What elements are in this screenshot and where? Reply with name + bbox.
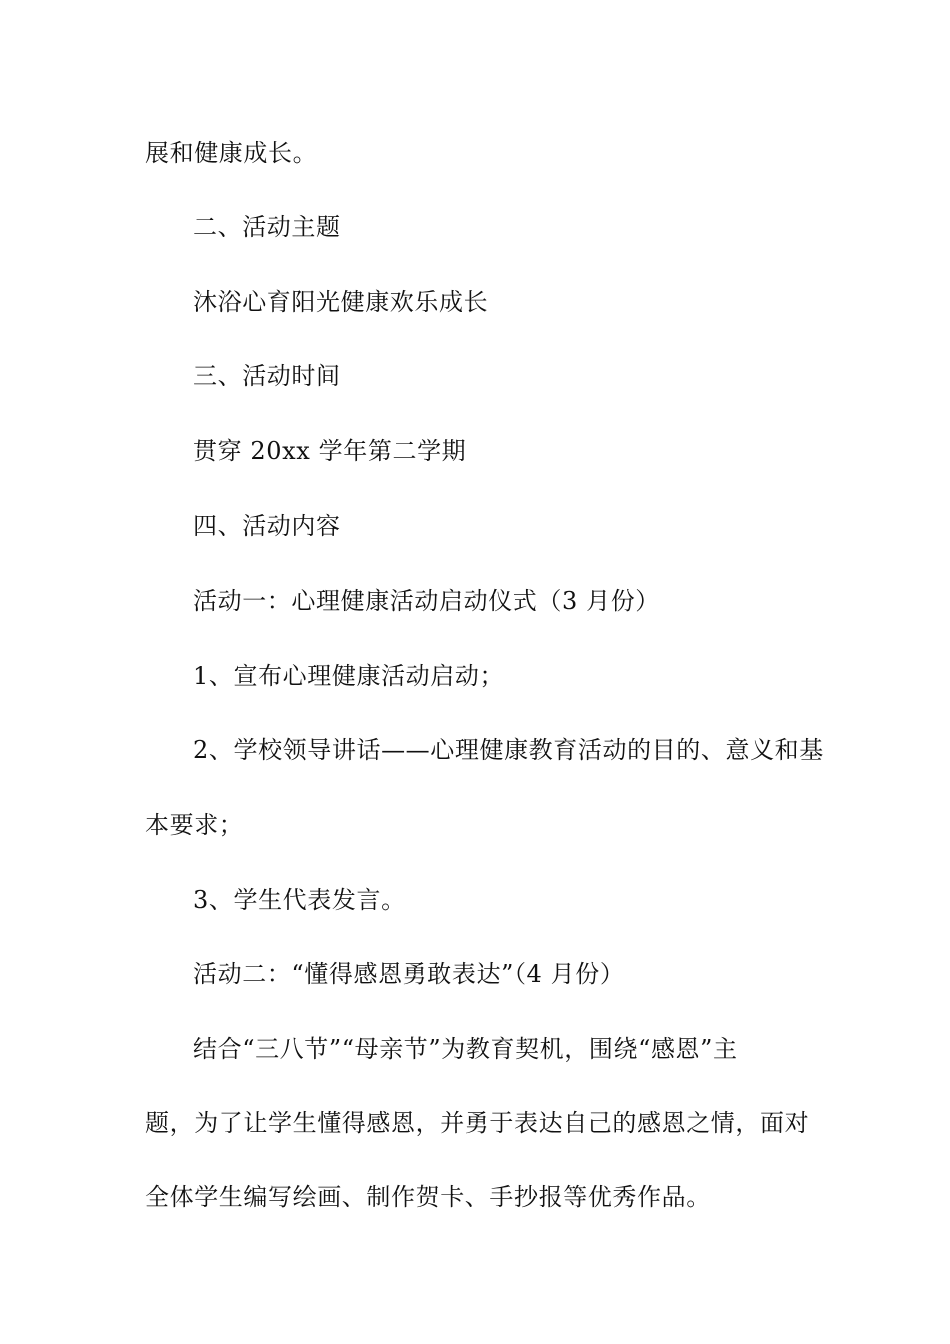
section-heading-theme: 二、活动主题: [193, 213, 341, 241]
activity-two-paragraph-line-2: 题，为了让学生懂得感恩，并勇于表达自己的感恩之情，面对: [145, 1109, 810, 1137]
activity-one-heading: 活动一：心理健康活动启动仪式（3 月份）: [193, 587, 660, 615]
time-text: 贯穿 20xx 学年第二学期: [193, 437, 467, 465]
activity-one-item-3: 3、学生代表发言。: [193, 886, 406, 914]
theme-text: 沐浴心育阳光健康欢乐成长: [193, 288, 489, 316]
activity-two-paragraph-line-1: 结合“三八节”“母亲节”为教育契机，围绕“感恩”主: [193, 1035, 738, 1063]
section-heading-content: 四、活动内容: [193, 512, 341, 540]
activity-one-item-1: 1、宣布心理健康活动启动；: [193, 662, 505, 690]
section-heading-time: 三、活动时间: [193, 362, 341, 390]
activity-two-paragraph-line-3: 全体学生编写绘画、制作贺卡、手抄报等优秀作品。: [145, 1183, 711, 1211]
paragraph-continuation: 展和健康成长。: [145, 139, 318, 167]
activity-one-item-2-continuation: 本要求；: [145, 811, 244, 839]
activity-one-item-2: 2、学校领导讲话——心理健康教育活动的目的、意义和基: [193, 736, 824, 764]
activity-two-heading: 活动二：“懂得感恩勇敢表达”（4 月份）: [193, 960, 625, 988]
